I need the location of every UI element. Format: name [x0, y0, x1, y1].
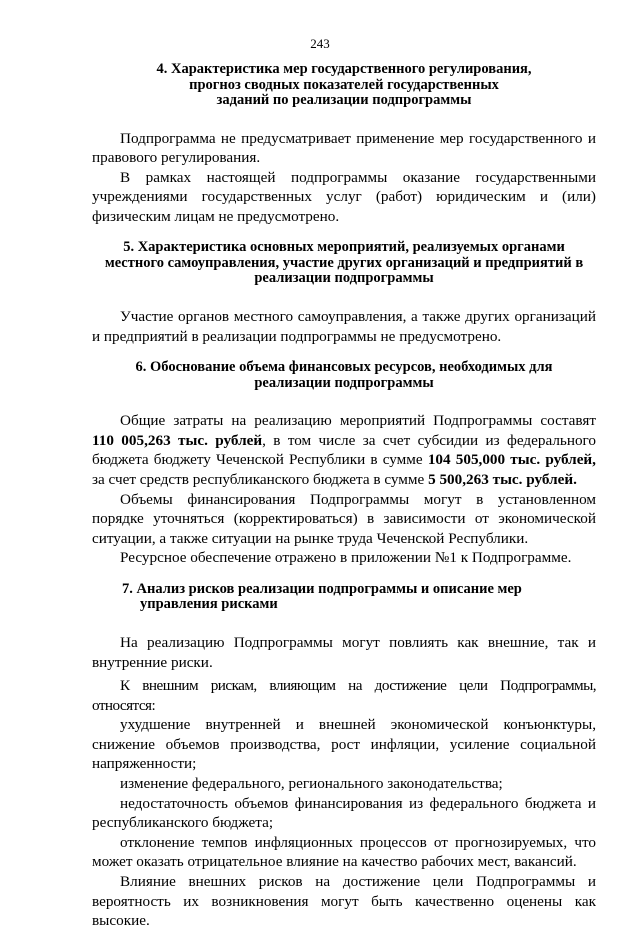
heading-line: 7. Анализ рисков реализации подпрограммы и описание мер	[122, 580, 522, 597]
list-paragraph: изменение федерального, регионального законодательства;	[120, 775, 503, 793]
paragraph: Объемы финансирования Подпрограммы могут в установленном порядке уточняться (корректироваться) в зависимости от экономической ситуации, а также ситуации на рынке труда Чеченской Республики.	[92, 490, 596, 547]
heading-line: заданий по реализации подпрограммы	[216, 92, 472, 108]
heading-line: 5. Характеристика основных мероприятий, реализуемых органами	[123, 239, 565, 256]
page-content	[92, 62, 596, 931]
section-6-heading	[92, 360, 596, 391]
text-run: , в том числе за счет субсидии из федерального бюджета бюджету Чеченской Республики в сумме	[92, 431, 597, 469]
text-run: за счет средств республиканского бюджета в сумме	[92, 470, 429, 488]
total-amount: 110 005,263 тыс. рублей	[92, 431, 263, 449]
heading-line: прогноз сводных показателей государственных	[189, 76, 499, 93]
paragraph: К внешним рискам, влияющим на достижение цели Подпрограммы, относятся:	[92, 677, 596, 714]
heading-line: местного самоуправления, участие других организаций и предприятий в	[104, 254, 584, 271]
list-paragraph: отклонение темпов инфляционных процессов от прогнозируемых, что может оказать отрицательное влияние на качество рабочих мест, вакансий.	[92, 833, 596, 871]
section-5-heading	[92, 240, 596, 287]
list-paragraph: ухудшение внутренней и внешней экономической конъюнктуры, снижение объемов производства, рост инфляции, усиление социальной напряженности;	[92, 716, 596, 773]
heading-line: 6. Обоснование объема финансовых ресурсов, необходимых для	[135, 359, 553, 376]
regional-amount: 5 500,263 тыс. рублей.	[428, 470, 577, 488]
text-run: Общие затраты на реализацию мероприятий Подпрограммы составят	[120, 412, 596, 430]
heading-line: 4. Характеристика мер государственного регулирования,	[156, 61, 532, 77]
federal-amount: 104 505,000 тыс. рублей,	[427, 451, 596, 469]
paragraph: Участие органов местного самоуправления, а также других организаций и предприятий в реализации подпрограммы не предусмотрено.	[92, 307, 596, 345]
paragraph: Влияние внешних рисков на достижение цели Подпрограммы и вероятность их возникновения могут быть качественно оценены как высокие.	[92, 873, 596, 930]
heading-line: реализации подпрограммы	[254, 374, 434, 391]
page-number: 243	[310, 36, 330, 51]
paragraph: На реализацию Подпрограммы могут повлиять как внешние, так и внутренние риски.	[92, 633, 596, 671]
list-paragraph: недостаточность объемов финансирования из федерального бюджета и республиканского бюджета;	[92, 794, 596, 832]
section-7-heading	[92, 582, 596, 613]
heading-line: реализации подпрограммы	[254, 270, 434, 287]
paragraph: Ресурсное обеспечение отражено в приложении №1 к Подпрограмме.	[120, 549, 572, 567]
section-4-heading	[92, 62, 596, 109]
paragraph: В рамках настоящей подпрограммы оказание государственными учреждениями государственных услуг (работ) юридическим и (или) физическим лицам не предусмотрено.	[92, 168, 596, 225]
paragraph: Подпрограмма не предусматривает применение мер государственного и правового регулирования.	[92, 129, 596, 167]
heading-line: управления рисками	[140, 596, 278, 613]
funding-paragraph	[92, 411, 596, 489]
